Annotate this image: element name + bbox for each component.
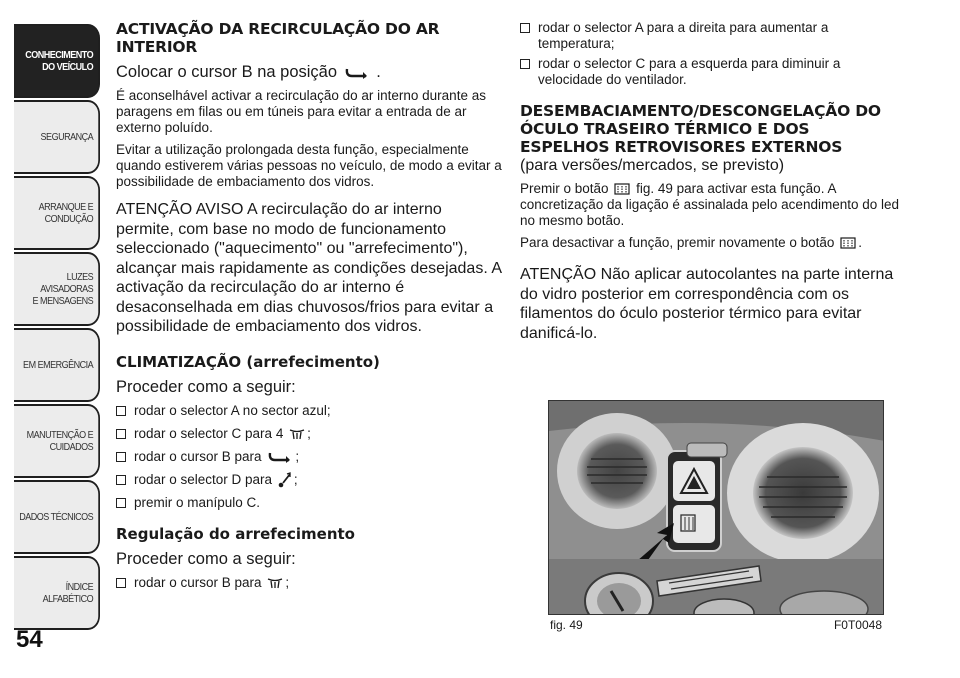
bullet-box-icon [116, 498, 126, 508]
list-item [116, 449, 502, 465]
tab-label: CONHECIMENTO DO VEÍCULO [25, 49, 94, 73]
bullet-box-icon [116, 406, 126, 416]
tab-dados-tecnicos[interactable] [14, 480, 100, 554]
figure-code: F0T0048 [833, 618, 882, 632]
bullet-box-icon [520, 23, 530, 33]
step-text-end: ; [295, 448, 300, 464]
bullet-box-icon [116, 452, 126, 462]
bullet-box-icon [116, 475, 126, 485]
recirculation-icon [344, 67, 370, 79]
tab-label: MANUTENÇÃO E CUIDADOS [26, 429, 94, 453]
tab-arranque-e-conducao[interactable] [14, 176, 100, 250]
recirculation-warning-text: Evitar a utilização prolongada desta função, especialmente quando estiverem várias pessoas no veículo, de modo a evitar a possibilidade de embaciamento dos vidros. [116, 142, 502, 189]
defrost-activate-after: fig. 49 para activar esta função. A concretização da ligação é assinalada pelo acendimento do led no mesmo botão. [520, 181, 900, 228]
step-text-end: ; [307, 425, 311, 441]
cooling-adjust-steps [520, 20, 900, 88]
step-text: rodar o cursor B para [134, 574, 262, 590]
dashboard-photo [548, 400, 884, 615]
defrost-deactivate-before: Para desactivar a função, premir novamente o botão [520, 235, 835, 250]
cooling-steps [116, 403, 502, 511]
tab-luzes-avisadoras[interactable] [14, 252, 100, 326]
step-text: rodar o selector C para a esquerda para diminuir a velocidade do ventilador. [538, 56, 841, 87]
section-heading-climatizacao: CLIMATIZAÇÃO (arrefecimento) [116, 352, 380, 371]
fan-icon [289, 428, 305, 440]
tab-conhecimento-do-veiculo[interactable] [14, 24, 100, 98]
step-text: rodar o selector A no sector azul; [134, 402, 331, 418]
list-item [116, 472, 502, 488]
defrost-deactivate-text [520, 235, 900, 251]
list-item [116, 575, 502, 591]
defrost-attention-note: ATENÇÃO Não aplicar autocolantes na parte interna do vidro posterior em correspondência com os filamentos do óculo posterior térmico para evitar danificá-lo. [520, 266, 894, 342]
bullet-box-icon [116, 578, 126, 588]
tab-label: LUZES AVISADORAS E MENSAGENS [32, 271, 94, 307]
step-text-end: ; [293, 471, 298, 487]
tab-manutencao-e-cuidados[interactable] [14, 404, 100, 478]
dashboard-illustration [549, 401, 884, 615]
fan-icon [267, 577, 283, 589]
right-column [520, 20, 900, 343]
list-item [116, 403, 502, 419]
section-subtitle: (para versões/mercados, se previsto) [520, 157, 785, 174]
tab-label: EM EMERGÊNCIA [23, 359, 94, 371]
section-heading-defrost: DESEMBACIAMENTO/DESCONGELAÇÃO DO ÓCULO TRASEIRO TÉRMICO E DOS ESPELHOS RETROVISORES EXTERNOS [520, 102, 881, 156]
defrost-activate-before: Premir o botão [520, 181, 609, 196]
rear-defrost-icon [840, 236, 856, 250]
step-text: rodar o selector D para [134, 471, 273, 487]
tab-label: SEGURANÇA [40, 131, 94, 143]
defrost-activate-text [520, 181, 900, 229]
section-heading-regulacao: Regulação do arrefecimento [116, 524, 355, 543]
step-text: rodar o cursor B para [134, 448, 262, 464]
defrost-deactivate-after: . [858, 235, 862, 250]
recirculation-advice: É aconselhável activar a recirculação do ar interno durante as paragens em filas ou em túneis para evitar a entrada de ar externo poluído. [116, 88, 486, 135]
recirculation-instruction [116, 62, 502, 82]
air-distribution-icon [278, 472, 292, 488]
proceed-text: Proceder como a seguir: [116, 549, 296, 568]
section-heading-recirculation: ACTIVAÇÃO DA RECIRCULAÇÃO DO AR INTERIOR [116, 20, 440, 56]
tab-indice-alfabetico[interactable] [14, 556, 100, 630]
tab-label: DADOS TÉCNICOS [19, 511, 94, 523]
list-item [520, 20, 900, 52]
tab-seguranca[interactable] [14, 100, 100, 174]
rear-defrost-icon [614, 182, 630, 196]
list-item [116, 495, 502, 511]
figure-label: fig. 49 [550, 618, 583, 632]
page-number: 54 [16, 626, 43, 653]
step-text-end: ; [285, 574, 290, 590]
bullet-box-icon [116, 429, 126, 439]
bullet-box-icon [520, 59, 530, 69]
tab-label: ÍNDICE ALFABÉTICO [42, 581, 94, 605]
step-text: rodar o selector C para 4 [134, 425, 284, 441]
recirculation-instruction-text: Colocar o cursor B na posição [116, 63, 338, 81]
left-column [116, 20, 502, 598]
recirculation-attention-note: ATENÇÃO AVISO A recirculação do ar interno permite, com base no modo de funcionamento seleccionado ("aquecimento" ou "arrefecimento"), alcançar mais rapidamente as condições desejadas. A activação da recirculação do ar interno é desaconselhada em dias chuvosos/frios para evitar a possibilidade de embaciamento dos vidros. [116, 201, 502, 335]
tab-em-emergencia[interactable] [14, 328, 100, 402]
regulation-steps [116, 575, 502, 591]
tab-label: ARRANQUE E CONDUÇÃO [38, 201, 94, 225]
list-item [116, 426, 502, 442]
step-text: premir o manípulo C. [134, 494, 261, 510]
list-item [520, 56, 900, 88]
proceed-text: Proceder como a seguir: [116, 377, 296, 396]
recirculation-icon [267, 451, 293, 463]
step-text: rodar o selector A para a direita para aumentar a temperatura; [538, 20, 829, 51]
recirculation-instruction-end: . [376, 63, 381, 81]
